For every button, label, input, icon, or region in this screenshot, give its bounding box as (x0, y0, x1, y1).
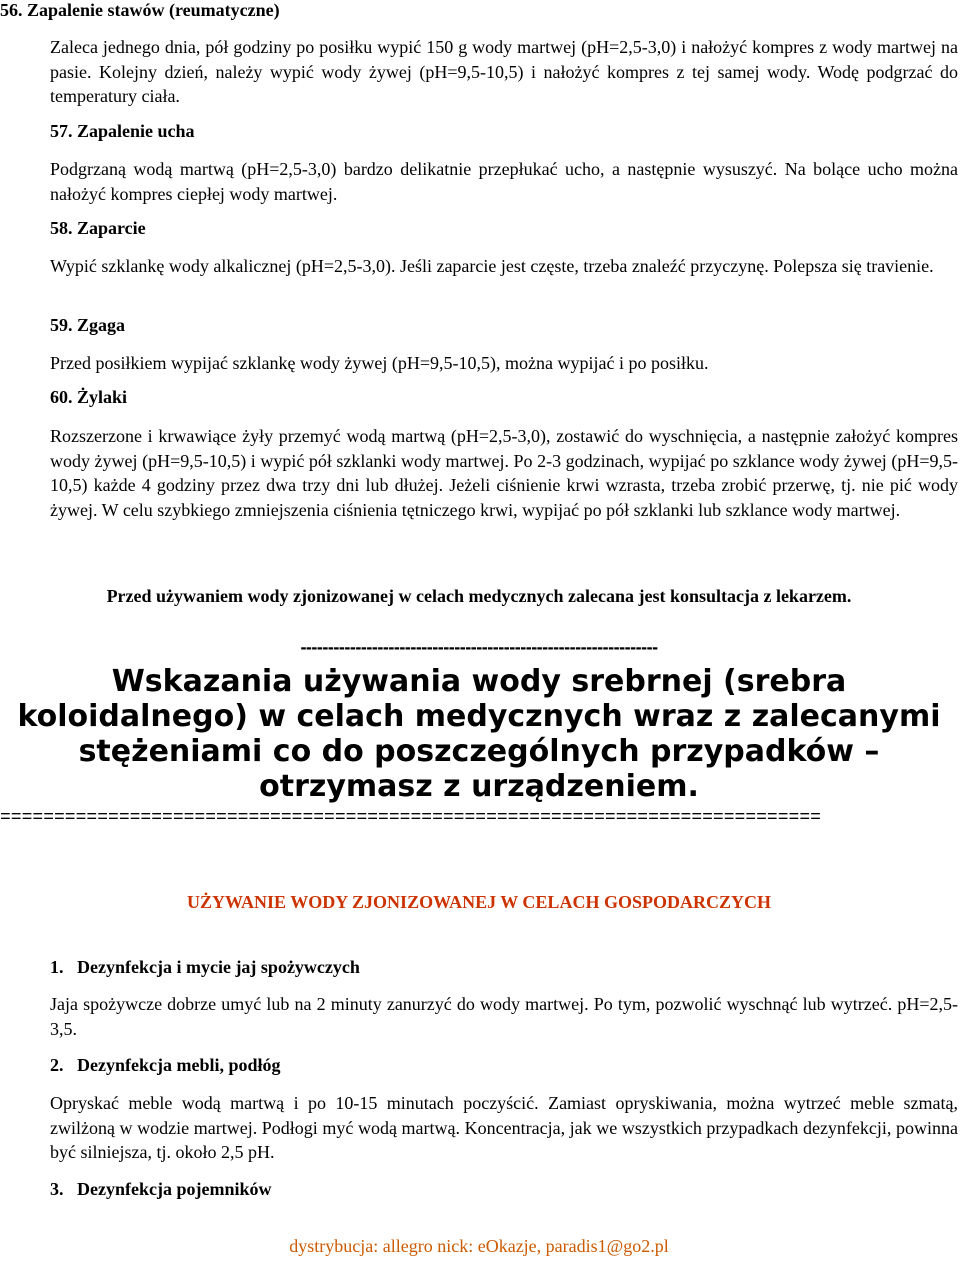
medical-warning: Przed używaniem wody zjonizowanej w celach medycznych zalecana jest konsultacja z lekarzem. (106, 586, 852, 606)
household-item-1-heading (50, 957, 958, 978)
household-item-3-title: Dezynfekcja pojemników (77, 1179, 272, 1199)
household-item-2-heading (50, 1055, 958, 1076)
section-59-title: 59. Zgaga (50, 315, 126, 335)
household-item-1-text: Jaja spożywcze dobrze umyć lub na 2 minuty zanurzyć do wody martwej. Po tym, pozwolić wyschnąć lub wytrzeć. pH=2,5-3,5. (50, 994, 958, 1039)
household-item-3-number: 3. (50, 1179, 64, 1199)
household-item-2-title: Dezynfekcja mebli, podłóg (77, 1055, 281, 1075)
section-56-title: 56. Zapalenie stawów (reumatyczne) (0, 0, 280, 20)
household-item-2-number: 2. (50, 1055, 64, 1075)
footer-distribution: dystrybucja: allegro nick: eOkazje, paradis1@go2.pl (289, 1236, 669, 1256)
household-section-title: UŻYWANIE WODY ZJONIZOWANEJ W CELACH GOSPODARCZYCH (187, 892, 771, 912)
household-item-3-heading (50, 1179, 958, 1200)
household-item-1-number: 1. (50, 957, 64, 977)
section-57-title: 57. Zapalenie ucha (50, 121, 195, 141)
section-58-title: 58. Zaparcie (50, 218, 146, 238)
silver-water-notice: Wskazania używania wody srebrnej (srebra koloidalnego) w celach medycznych wraz z zalecanymi stężeniami co do poszczególnych przypadków – otrzymasz z urządzeniem. (17, 664, 941, 804)
section-60-text: Rozszerzone i krwawiące żyły przemyć wodą martwą (pH=2,5-3,0), zostawić do wyschnięcia, a następnie założyć kompres wody żywej (pH=9,5-10,5) i wypić pół szklanki wody martwej. Po 2-3 godzinach, wypijać po szklance wody żywej (pH=9,5-10,5) każde 4 godziny przez dwa trzy dni lub dłużej. Jeżeli ciśnienie krwi wzrasta, trzeba zrobić przerwę, tj. nie pić wody żywej. W celu szybkiego zmniejszenia ciśnienia tętniczego krwi, wypijać po pół szklanki lub szklance wody martwej. (50, 426, 958, 520)
household-item-2-text: Opryskać meble wodą martwą i po 10-15 minutach poczyścić. Zamiast opryskiwania, można wytrzeć meble szmatą, zwilżoną w wodzie martwej. Podłogi myć wodą martwą. Koncentracja, jak we wszystkich przypadkach dezynfekcji, powinna być silniejsza, tj. około 2,5 pH. (50, 1093, 958, 1162)
section-59-text: Przed posiłkiem wypijać szklankę wody żywej (pH=9,5-10,5), można wypijać i po posiłku. (50, 353, 709, 373)
dash-separator: ----------------------------------------------------------------- (300, 637, 658, 657)
section-60-title: 60. Żylaki (50, 387, 128, 407)
household-item-1-title: Dezynfekcja i mycie jaj spożywczych (77, 957, 360, 977)
section-57-text: Podgrzaną wodą martwą (pH=2,5-3,0) bardzo delikatnie przepłukać ucho, a następnie wysuszyć. Na bolące ucho można nałożyć kompres ciepłej wody martwej. (50, 159, 958, 204)
equals-separator: ============================================================================ (0, 808, 821, 828)
section-56-text: Zaleca jednego dnia, pół godziny po posiłku wypić 150 g wody martwej (pH=2,5-3,0) i nałożyć kompres z wody martwej na pasie. Kolejny dzień, należy wypić wody żywej (pH=9,5-10,5) i nałożyć kompres z tej samej wody. Wodę podgrzać do temperatury ciała. (50, 37, 958, 106)
section-58-text: Wypić szklankę wody alkalicznej (pH=2,5-3,0). Jeśli zaparcie jest częste, trzeba znaleźć przyczynę. Polepsza się travienie. (50, 256, 934, 276)
